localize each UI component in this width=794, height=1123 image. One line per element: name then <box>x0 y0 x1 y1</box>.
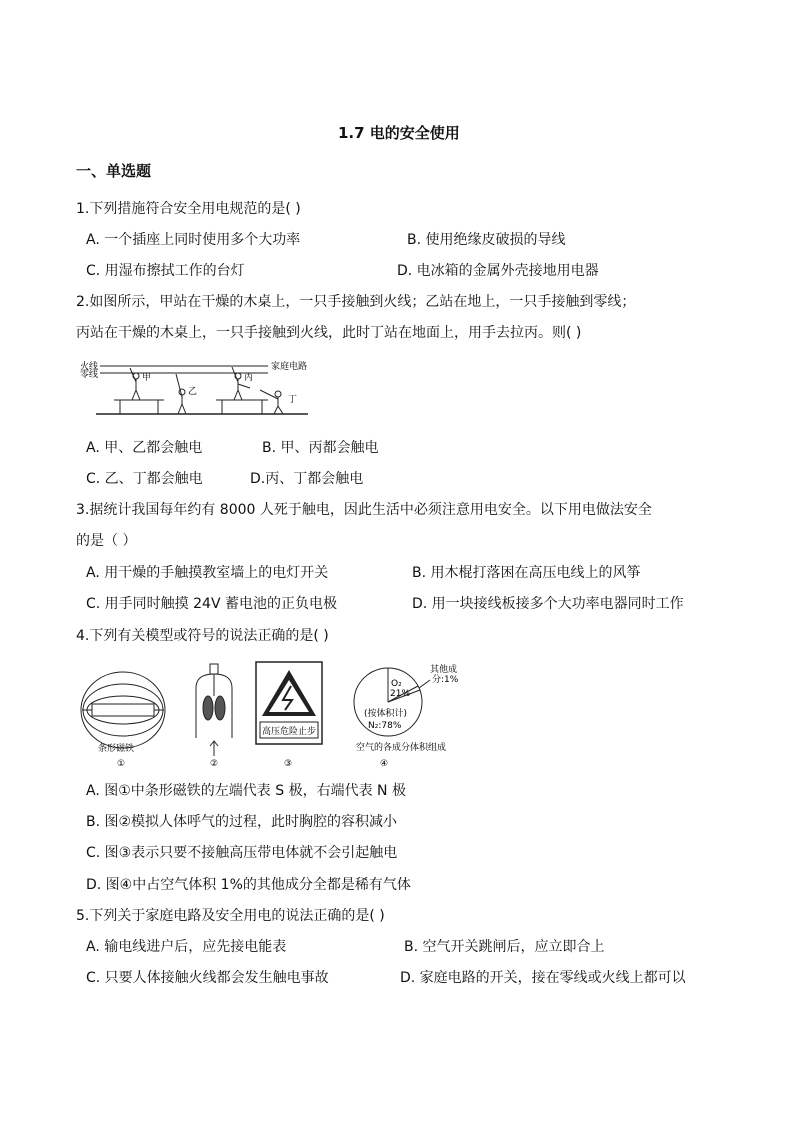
question-4-stem: 4.下列有关模型或符号的说法正确的是( ) <box>76 628 329 644</box>
question-3-stem-line1: 3.据统计我国每年约有 8000 人死于触电，因此生活中必须注意用电安全。以下用电做法安全 <box>76 502 652 518</box>
lung-model-diagram <box>196 664 232 756</box>
other-label-line2: 分:1% <box>432 675 459 685</box>
fig-jia-label: 甲 <box>142 373 152 383</box>
question-1-option-d: D. 电冰箱的金属外壳接地用电器 <box>397 263 599 279</box>
volume-note: (按体积计) <box>364 709 408 719</box>
question-2-stem-line2: 丙站在干燥的木桌上，一只手接触到火线，此时丁站在地面上，用手去拉丙。则( ) <box>76 325 582 341</box>
question-1-stem: 1.下列措施符合安全用电规范的是( ) <box>76 201 301 217</box>
question-4-option-b: B. 图②模拟人体呼气的过程，此时胸腔的容积减小 <box>86 814 398 830</box>
fig-live-label: 火线 <box>80 362 99 372</box>
bar-magnet-diagram <box>81 672 165 748</box>
sign-text: 高压危险止步 <box>262 727 317 737</box>
fig-yi-label: 乙 <box>188 387 198 397</box>
model-symbol-figures <box>78 658 470 770</box>
question-3-option-b: B. 用木棍打落困在高压电线上的风筝 <box>412 565 641 581</box>
question-2-option-d: D.丙、丁都会触电 <box>250 471 364 487</box>
question-2-option-a: A. 甲、乙都会触电 <box>86 440 203 456</box>
question-2-option-b: B. 甲、丙都会触电 <box>262 440 379 456</box>
question-4-option-d: D. 图④中占空气体积 1%的其他成分全都是稀有气体 <box>86 877 411 893</box>
question-5-option-d: D. 家庭电路的开关，接在零线或火线上都可以 <box>400 970 686 986</box>
air-caption: 空气的各成分体积组成 <box>356 743 447 753</box>
question-5-option-c: C. 只要人体接触火线都会发生触电事故 <box>86 970 329 986</box>
fig-ding-label: 丁 <box>288 395 298 405</box>
question-4-option-c: C. 图③表示只要不接触高压带电体就不会引起触电 <box>86 845 398 861</box>
question-1-option-c: C. 用湿布擦拭工作的台灯 <box>86 263 245 279</box>
question-3-option-d: D. 用一块接线板接多个大功率电器同时工作 <box>412 596 684 612</box>
other-label-line1: 其他成 <box>430 665 458 675</box>
o2-percent: 21% <box>390 689 411 699</box>
question-2-option-c: C. 乙、丁都会触电 <box>86 471 203 487</box>
question-5-stem: 5.下列关于家庭电路及安全用电的说法正确的是( ) <box>76 908 385 924</box>
fig-circuit-label: 家庭电路 <box>271 362 308 372</box>
question-3-option-c: C. 用手同时触摸 24V 蓄电池的正负电极 <box>86 596 337 612</box>
question-3-option-a: A. 用干燥的手触摸教室墙上的电灯开关 <box>86 565 329 581</box>
o2-label: O₂ <box>391 679 402 689</box>
question-3-stem-line2: 的是（ ） <box>76 533 137 549</box>
figure-2-number: ② <box>210 759 219 769</box>
magnet-caption: 条形磁铁 <box>98 744 135 754</box>
question-2-stem-line1: 2.如图所示，甲站在干燥的木桌上，一只手接触到火线；乙站在地上，一只手接触到零线； <box>76 294 636 310</box>
page-title: 1.7 电的安全使用 <box>338 124 460 142</box>
figure-4-number: ④ <box>380 759 389 769</box>
section-heading: 一、单选题 <box>76 162 152 180</box>
question-1-option-a: A. 一个插座上同时使用多个大功率 <box>86 232 301 248</box>
fig-bing-label: 丙 <box>244 373 254 383</box>
n2-label: N₂:78% <box>368 721 402 731</box>
question-1-option-b: B. 使用绝缘皮破损的导线 <box>407 232 566 248</box>
figure-1-number: ① <box>117 759 126 769</box>
question-4-option-a: A. 图①中条形磁铁的左端代表 S 极，右端代表 N 极 <box>86 783 406 799</box>
household-circuit-figure <box>78 356 318 428</box>
question-5-option-a: A. 输电线进户后，应先接电能表 <box>86 939 287 955</box>
figure-3-number: ③ <box>284 759 293 769</box>
question-5-option-b: B. 空气开关跳闸后，应立即合上 <box>404 939 605 955</box>
fig-neutral-label: 零线 <box>80 370 99 380</box>
